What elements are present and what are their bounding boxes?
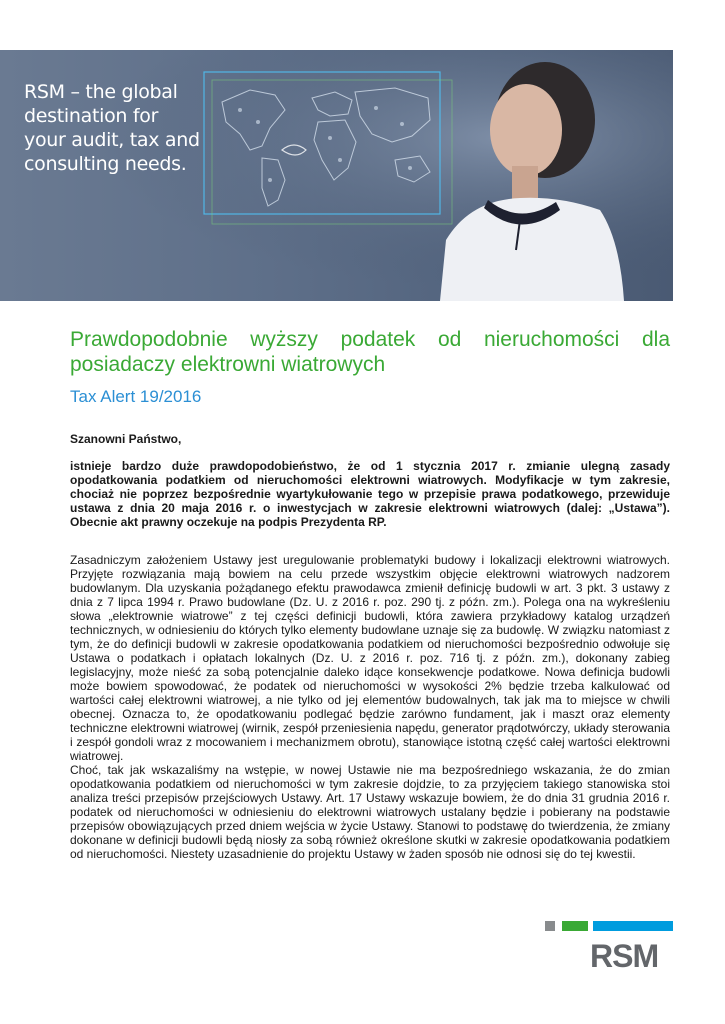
body-paragraph: Choć, tak jak wskazaliśmy na wstępie, w nowej Ustawie nie ma bezpośredniego wskazania, że do zmian opodatkowania podatkiem od nieruchomości w tym zakresie dojdzie, to za przyjęciem takiego stanowiska stoi analiza treści przepisów przejściowych Ustawy. Art. 17 Ustawy wskazuje bowiem, że do dnia 31 grudnia 2016 r. podatek od nieruchomości w odniesieniu do elektrowni wiatrowych ustalany będzie i pobierany na podstawie przepisów obowiązujących przed dniem wejścia w życie Ustawy. Stanowi to podstawę do twierdzenia, że zmiany dokonane w definicji budowli będą niosły za sobą również określone skutki w zakresie opodatkowania podatkiem od nieruchomości. Niestety uzasadnienie do projektu Ustawy w żaden sposób nie odnosi się do tej kwestii.: [70, 763, 670, 861]
alert-number: Tax Alert 19/2016: [70, 387, 202, 406]
page-title: Prawdopodobnie wyższy podatek od nieruchomości dla posiadaczy elektrowni wiatrowych: [70, 328, 670, 376]
banner-tagline: RSM – the global destination for your audit, tax and consulting needs.: [24, 81, 200, 175]
logo-bar-gray: [545, 921, 555, 931]
header-banner: [0, 50, 673, 301]
logo-bar-blue: [593, 921, 673, 931]
rsm-logo: RSM: [590, 938, 659, 974]
body-paragraph: Zasadniczym założeniem Ustawy jest uregulowanie problematyki budowy i lokalizacji elektrowni wiatrowych. Przyjęte rozwiązania mają bowiem na celu przede wszystkim objęcie elektrowni wiatrowych nadzorem budowlanym. Dla uzyskania pożądanego efektu prawodawca zmienił definicję budowli w art. 3 pkt. 3 ustawy z dnia z 7 lipca 1994 r. Prawo budowlane (Dz. U. z 2016 r. poz. 290 tj. z późn. zm.). Polega ona na wykreśleniu słowa „elektrownie wiatrowe” z tej części definicji budowli, która zawiera przykładowy katalog urządzeń technicznych, w odniesieniu do których tylko elementy budowlane uznaje się za budowlę. W związku natomiast z tym, że do definicji budowli w zakresie opodatkowania podatkiem od nieruchomości bezpośrednio odwołuje się Ustawa o podatkach i opłatach lokalnych (Dz. U. z 2016 r. poz. 716 tj. z późn. zm.), dokonany zabieg legislacyjny, może nieść za sobą potencjalnie daleko idące konsekwencje podatkowe. Nowa definicja budowli może bowiem spowodować, że podatek od nieruchomości w wysokości 2% będzie trzeba kalkulować od wartości całej elektrowni wiatrowej, a nie tylko od jej elementów budowalnych, tak jak ma to miejsce w chwili obecnej. Oznacza to, że opodatkowaniu podlegać będzie zarówno fundament, jak i maszt oraz elementy techniczne elektrowni wiatrowej (wirnik, zespół przeniesienia napędu, generator prądotwórczy, układy sterowania i zespół gondoli wraz z mocowaniem i mechanizmem obrotu), stanowiące istotną część całej wartości elektrowni wiatrowej.: [70, 553, 670, 763]
logo-color-bars: [545, 921, 673, 931]
lead-paragraph: istnieje bardzo duże prawdopodobieństwo, że od 1 stycznia 2017 r. zmianie ulegną zasady opodatkowania podatkiem od nieruchomości elektrowni wiatrowych. Modyfikacje w tym zakresie, chociaż nie poprzez bezpośrednie wyartykułowanie tego w przepisie prawa podatkowego, przewiduje ustawa z dnia 20 maja 2016 r. o inwestycjach w zakresie elektrowni wiatrowych (dalej: „Ustawa”). Obecnie akt prawny oczekuje na podpis Prezydenta RP.: [70, 459, 670, 529]
greeting: Szanowni Państwo,: [70, 432, 182, 446]
logo-bar-green: [562, 921, 588, 931]
